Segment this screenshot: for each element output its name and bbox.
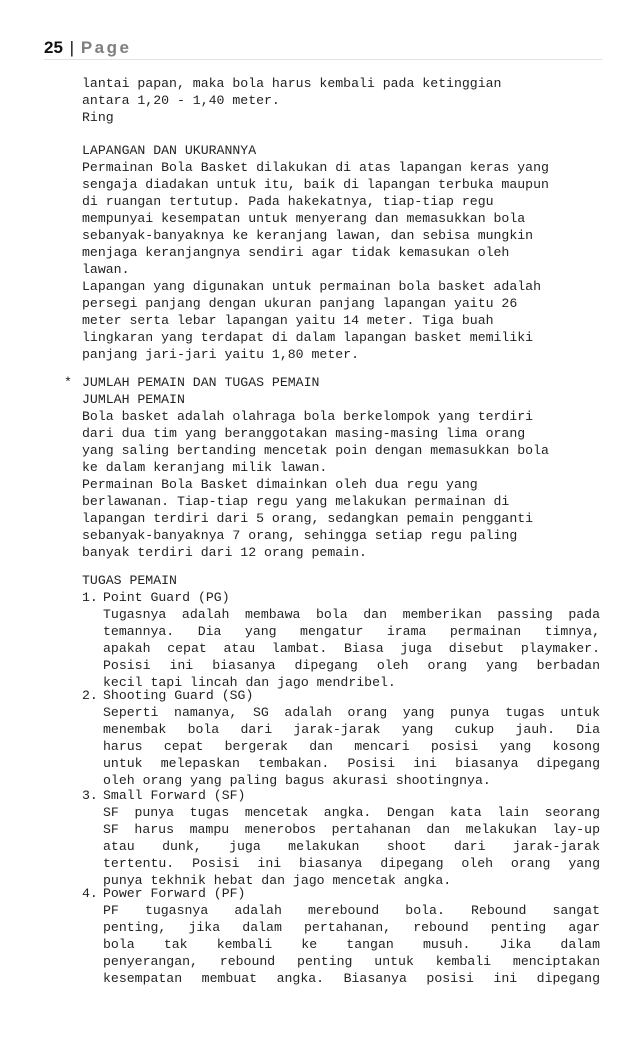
body-line: Bola basket adalah olahraga bola berkelompok yang terdiri (82, 409, 534, 424)
sub-heading: JUMLAH PEMAIN (82, 392, 185, 407)
body-line: kecil tapi lincah dan jago mendribel. (103, 675, 396, 690)
list-item-title: Power Forward (PF) (103, 886, 246, 901)
body-line: harus cepat bergerak dan mencari posisi yang kosong (103, 739, 600, 754)
body-line: lantai papan, maka bola harus kembali pada ketinggian (82, 76, 502, 91)
list-item-title: Small Forward (SF) (103, 788, 246, 803)
section-heading: LAPANGAN DAN UKURANNYA (82, 143, 257, 158)
body-line: punya tekhnik hebat dan jago mencetak angka. (103, 873, 452, 888)
page-header (44, 38, 131, 58)
body-line: Tugasnya adalah membawa bola dan memberikan passing pada (103, 607, 600, 622)
body-line: apakah cepat atau lambat. Biasa juga disebut playmaker. (103, 641, 600, 656)
list-item-title: Shooting Guard (SG) (103, 688, 254, 703)
body-line: menembak bola dari jarak-jarak yang cukup jauh. Dia (103, 722, 600, 737)
body-line: antara 1,20 - 1,40 meter. (82, 93, 280, 108)
body-line: bola tak kembali ke tangan musuh. Jika dalam (103, 937, 600, 952)
body-line: menjaga keranjangnya sendiri agar tidak kemasukan oleh (82, 245, 510, 260)
body-line: penyerangan, rebound penting untuk kembali menciptakan (103, 954, 600, 969)
body-line: temannya. Dia yang mengatur irama permainan timnya, (103, 624, 600, 639)
body-line: sebanyak-banyaknya 7 orang, sehingga setiap regu paling (82, 528, 518, 543)
body-line: lingkaran yang terdapat di dalam lapangan basket memiliki (82, 330, 534, 345)
body-line: SF harus mampu menerobos pertahanan dan melakukan lay-up (103, 822, 600, 837)
section-heading: JUMLAH PEMAIN DAN TUGAS PEMAIN (82, 375, 320, 390)
body-line: berlawanan. Tiap-tiap regu yang melakukan permainan di (82, 494, 510, 509)
body-line: oleh orang yang paling bagus akurasi shootingnya. (103, 773, 491, 788)
body-line: PF tugasnya adalah merebound bola. Rebound sangat (103, 903, 600, 918)
body-line: yang saling bertanding mencetak poin dengan memasukkan bola (82, 443, 549, 458)
body-line: Posisi ini biasanya dipegang oleh orang yang berbadan (103, 658, 600, 673)
list-number: 4. (82, 886, 98, 901)
body-line: kesempatan membuat angka. Biasanya posisi ini dipegang (103, 971, 600, 986)
body-line: panjang jari-jari yaitu 1,80 meter. (82, 347, 359, 362)
section-heading: TUGAS PEMAIN (82, 573, 177, 588)
body-line: lapangan terdiri dari 5 orang, sedangkan pemain pengganti (82, 511, 534, 526)
body-line: Permainan Bola Basket dilakukan di atas lapangan keras yang (82, 160, 549, 175)
list-item-title: Point Guard (PG) (103, 590, 230, 605)
body-line: Permainan Bola Basket dimainkan oleh dua regu yang (82, 477, 478, 492)
body-line: Seperti namanya, SG adalah orang yang punya tugas untuk (103, 705, 600, 720)
page-number: 25 (44, 38, 63, 57)
body-line: sengaja diadakan untuk itu, baik di lapangan terbuka maupun (82, 177, 549, 192)
body-line: di ruangan tertutup. Pada hakekatnya, tiap-tiap regu (82, 194, 494, 209)
body-line: persegi panjang dengan ukuran panjang lapangan yaitu 26 (82, 296, 518, 311)
list-number: 3. (82, 788, 98, 803)
body-line: mempunyai kesempatan untuk menyerang dan memasukkan bola (82, 211, 526, 226)
body-line: sebanyak-banyaknya ke keranjang lawan, dan sebisa mungkin (82, 228, 534, 243)
body-line: Ring (82, 110, 114, 125)
body-line: ke dalam keranjang milik lawan. (82, 460, 328, 475)
body-line: atau dunk, juga melakukan shoot dari jarak-jarak (103, 839, 600, 854)
body-line: lawan. (82, 262, 130, 277)
list-number: 1. (82, 590, 98, 605)
body-line: banyak terdiri dari 12 orang pemain. (82, 545, 367, 560)
list-number: 2. (82, 688, 98, 703)
header-rule (44, 59, 602, 60)
bullet-marker: * (64, 375, 72, 390)
body-line: Lapangan yang digunakan untuk permainan bola basket adalah (82, 279, 541, 294)
body-line: meter serta lebar lapangan yaitu 14 meter. Tiga buah (82, 313, 494, 328)
body-line: dari dua tim yang beranggotakan masing-masing lima orang (82, 426, 526, 441)
body-line: SF punya tugas mencetak angka. Dengan kata lain seorang (103, 805, 600, 820)
header-separator: | (69, 38, 75, 57)
body-line: tertentu. Posisi ini biasanya dipegang oleh orang yang (103, 856, 600, 871)
body-line: untuk melepaskan tembakan. Posisi ini biasanya dipegang (103, 756, 600, 771)
page-label: Page (80, 38, 132, 57)
body-line: penting, jika dalam pertahanan, rebound penting agar (103, 920, 600, 935)
